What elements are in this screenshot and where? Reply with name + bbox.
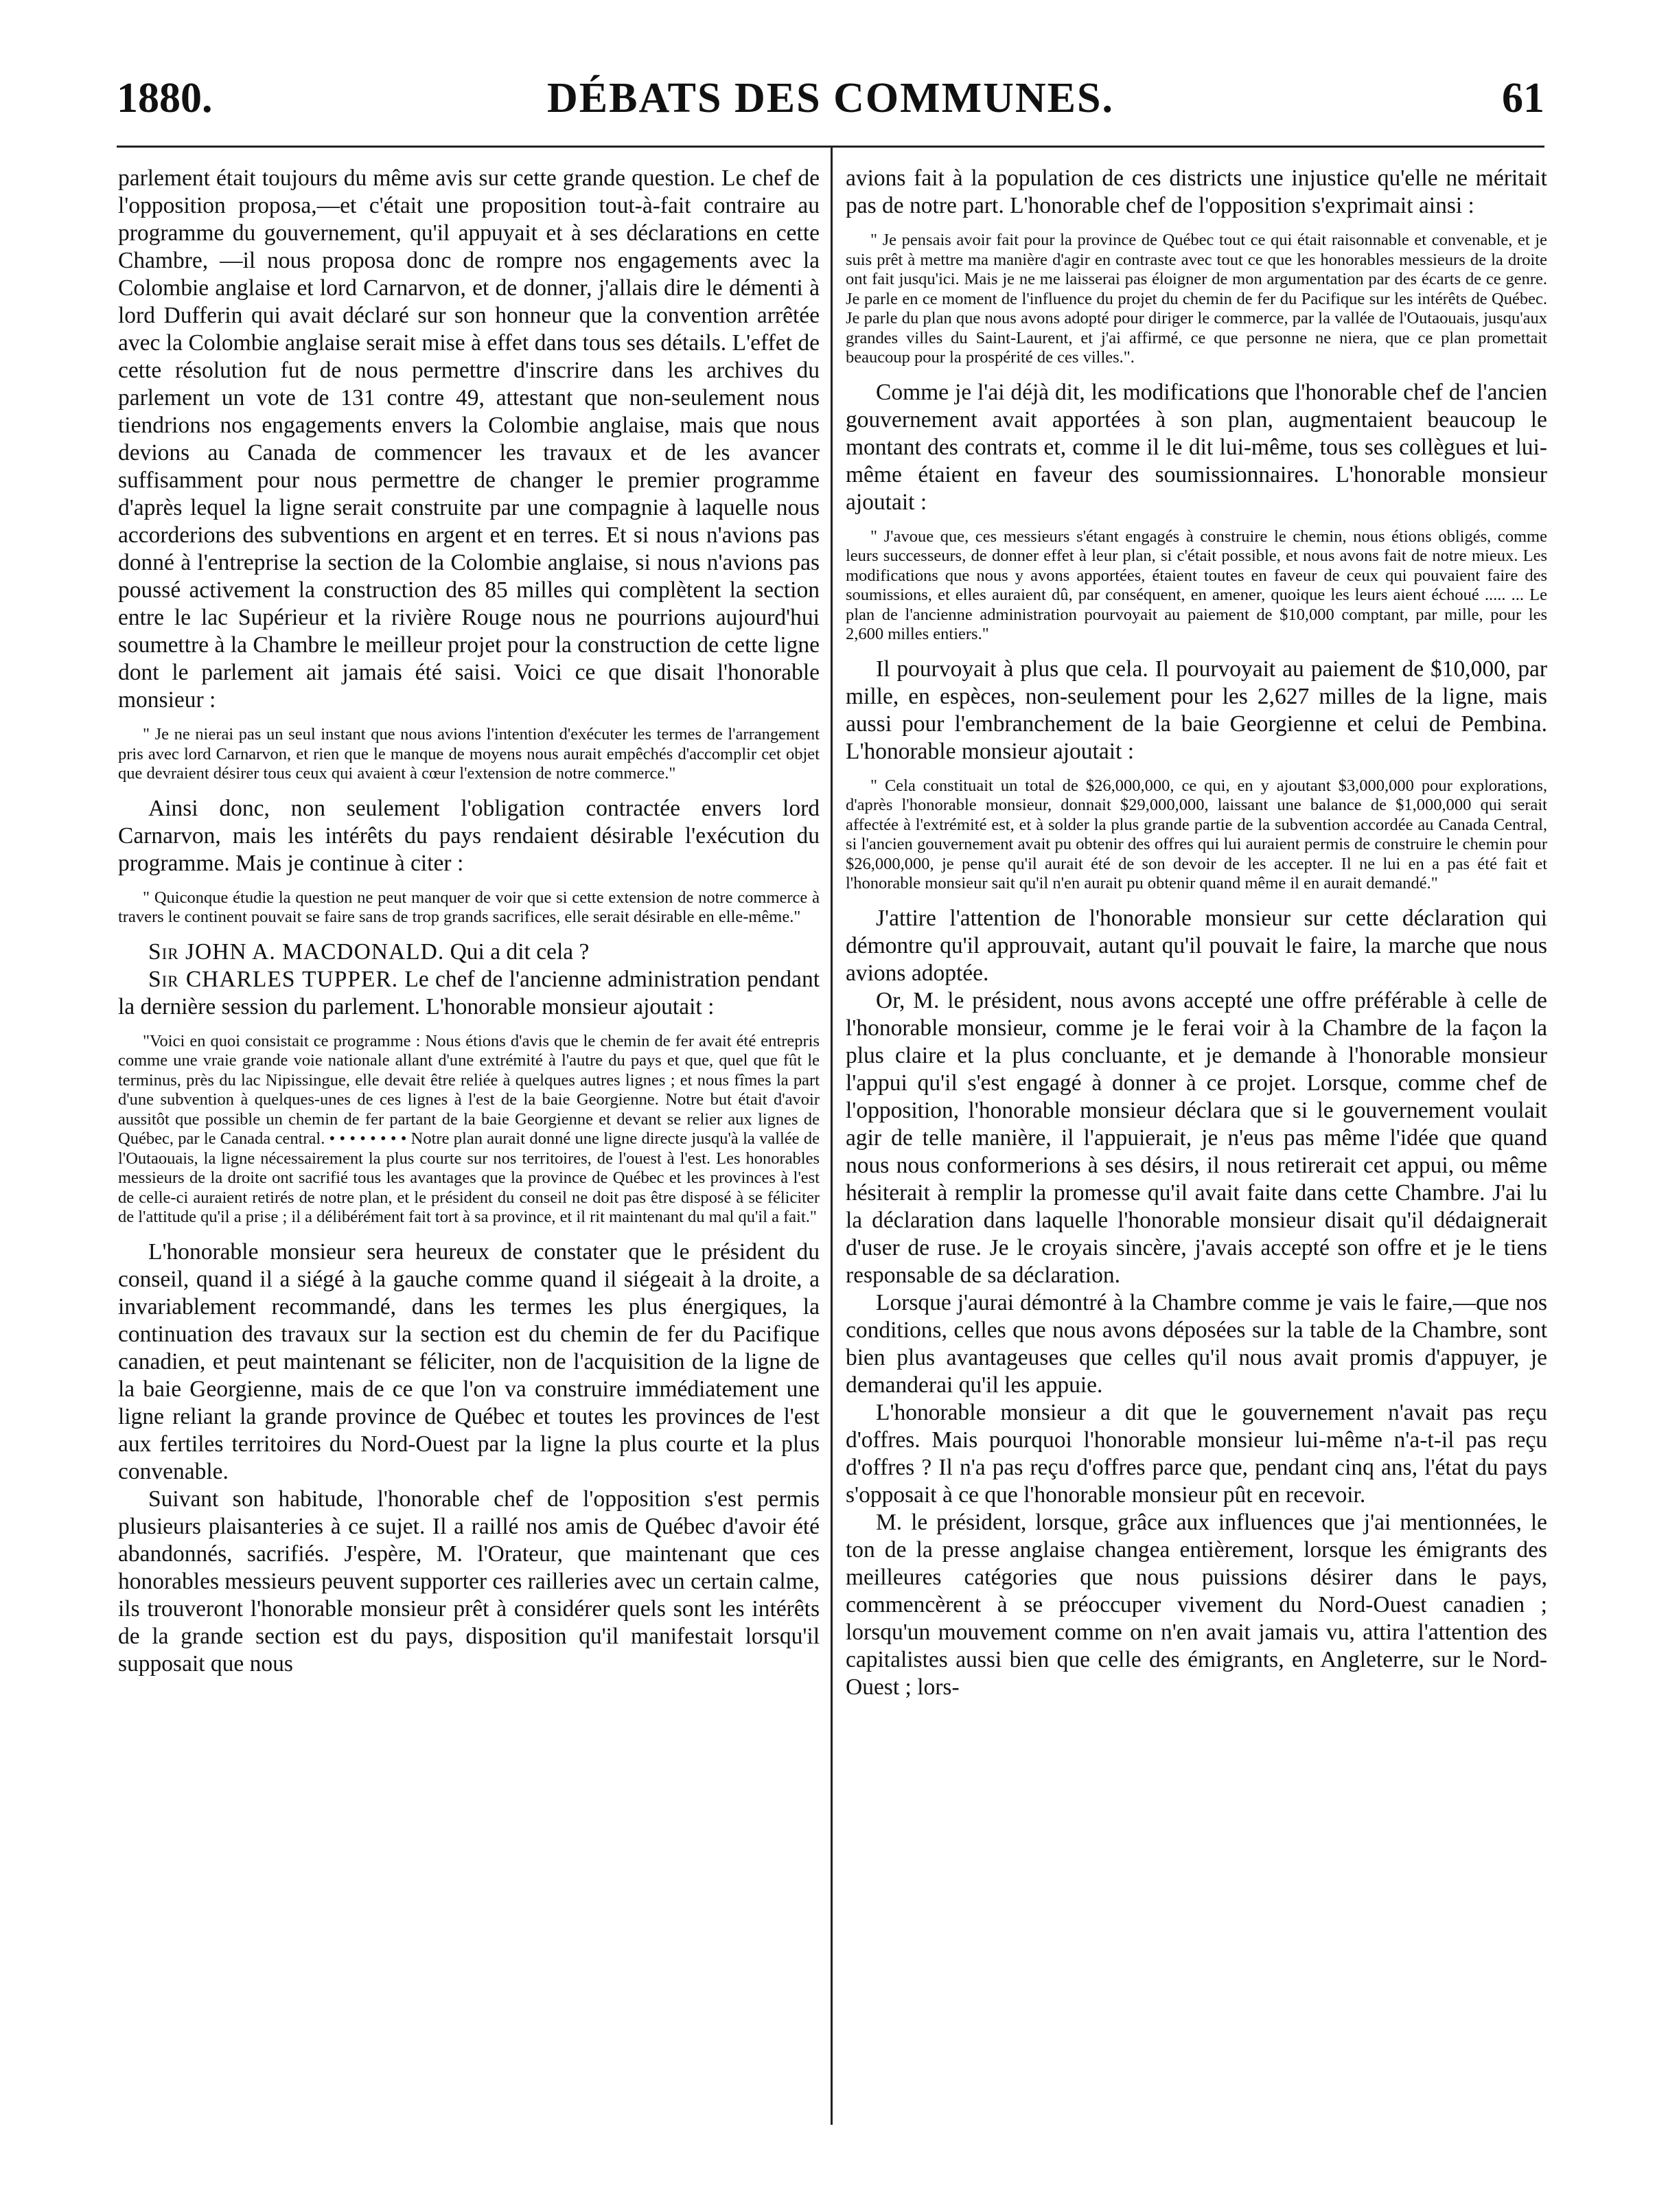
- paragraph: M. le président, lorsque, grâce aux influences que j'ai mentionnées, le ton de la presse anglaise changea entièrement, lorsque les émigrants des meilleures catégories que nous puissions désirer dans le pays, commencèrent à se préoccuper vivement du Nord-Ouest canadien ; lorsqu'un mouvement comme on n'en avait jamais vu, attira l'attention des capitalistes aussi bien que celle des émigrants, en Angleterre, sur le Nord-Ouest ; lors-: [846, 1509, 1547, 1700]
- quotation: " Cela constituait un total de $26,000,000, ce qui, en y ajoutant $3,000,000 pour explorations, d'après l'honorable monsieur, donnait $29,000,000, laissant une balance de $1,000,000 qui serait affectée à l'extrémité est, et à solder la plus grande partie de la subvention accordée au Canada Central, si l'ancien gouvernement avait pu obtenir des offres qui lui auraient permis de construire le chemin pour $26,000,000, je pense qu'il aurait été de son devoir de les accepter. Il ne lui en a pas été fait et l'honorable monsieur sait qu'il n'en aurait pu obtenir quand même il en aurait demandé.": [846, 776, 1547, 892]
- paragraph: J'attire l'attention de l'honorable monsieur sur cette déclaration qui démontre qu'il approuvait, autant qu'il pouvait le faire, la marche que nous avions adoptée.: [846, 905, 1547, 986]
- header-year: 1880.: [117, 75, 213, 122]
- quotation: " J'avoue que, ces messieurs s'étant engagés à construire le chemin, nous étions obligés, comme leurs successeurs, de donner effet à leur plan, si c'était possible, et nous avons fait de notre mieux. Les modifications que nous y avons apportées, étaient toutes en faveur de ceux qui pouvaient faire des soumissions, et elles auraient dû, par conséquent, en amener, quoique les leurs aient échoué ..... ... Le plan de l'ancienne administration pourvoyait au paiement de $10,000 comptant, par mille, pour les 2,600 milles entiers.": [846, 527, 1547, 643]
- paragraph: parlement était toujours du même avis sur cette grande question. Le chef de l'opposition proposa,—et c'était une proposition tout-à-fait contraire au programme du gouvernement, qu'il appuyait et à ses déclarations en cette Chambre, —il nous proposa donc de rompre nos engagements avec la Colombie anglaise et lord Carnarvon, et de donner, j'allais dire le démenti à lord Dufferin qui avait déclaré sur son honneur que la convention arrêtée avec la Colombie anglaise serait mise à effet dans tous ses détails. L'effet de cette résolution fut de nous permettre d'inscrire dans les archives du parlement un vote de 131 contre 49, attestant que non-seulement nous tiendrions nos engagements envers la Colombie anglaise, mais que nous devions au Canada de commencer les travaux et de les avancer suffisamment pour nous permettre de changer le premier programme d'après lequel la ligne serait construite par une compagnie à laquelle nous accorderions des subventions en argent et en terres. Et si nous n'avions pas donné à l'entreprise la section de la Colombie anglaise, si nous n'avions pas poussé activement la construction des 85 milles qui complètent la section entre le lac Supérieur et la rivière Rouge nous ne pourrions aujourd'hui soumettre à la Chambre le meilleur projet pour la construction de cette ligne dont le parlement ait jamais été saisi. Voici ce que disait l'honorable monsieur :: [118, 165, 820, 713]
- paragraph: L'honorable monsieur a dit que le gouvernement n'avait pas reçu d'offres. Mais pourquoi l'honorable monsieur lui-même n'a-t-il pas reçu d'offres ? Il n'a pas reçu d'offres parce que, pendant cinq ans, l'état du pays s'opposait à ce que l'honorable monsieur pût en recevoir.: [846, 1399, 1547, 1508]
- quotation: " Je ne nierai pas un seul instant que nous avions l'intention d'exécuter les termes de l'arrangement pris avec lord Carnarvon, et rien que le manque de moyens nous aurait empêchés d'accomplir cet objet que devraient désirer tous ceux qui avaient à cœur l'extension de notre commerce.": [118, 725, 820, 783]
- quotation: " Quiconque étudie la question ne peut manquer de voir que si cette extension de notre commerce à travers le continent pouvait se faire sans de trop grands sacrifices, elle serait désirable en elle-même.": [118, 888, 820, 926]
- speaker-name: Sir CHARLES TUPPER.: [148, 966, 399, 992]
- speaker-paragraph: [118, 966, 820, 1021]
- right-column: [846, 165, 1547, 1701]
- paragraph: Comme je l'ai déjà dit, les modifications que l'honorable chef de l'ancien gouvernement avait apportées à son plan, augmentaient beaucoup le montant des contrats et, comme il le dit lui-même, tous ses collègues et lui-même étaient en faveur des soumissionnaires. L'honorable monsieur ajoutait :: [846, 379, 1547, 515]
- paragraph: Il pourvoyait à plus que cela. Il pourvoyait au paiement de $10,000, par mille, en espèces, non-seulement pour les 2,627 milles de la ligne, mais aussi pour l'embranchement de la baie Georgienne et celui de Pembina. L'honorable monsieur ajoutait :: [846, 656, 1547, 764]
- quotation: " Je pensais avoir fait pour la province de Québec tout ce qui était raisonnable et convenable, et je suis prêt à mettre ma manière d'agir en contraste avec tout ce que les honorables messieurs de la droite ont fait jusqu'ici. Mais je ne me laisserai pas éloigner de mon argumentation par des écarts de ce genre. Je parle en ce moment de l'influence du projet du chemin de fer du Pacifique sur les intérêts de Québec. Je parle du plan que nous avons adopté pour diriger le commerce, par la vallée de l'Outaouais, jusqu'aux grandes villes du Saint-Laurent, et j'ai affirmé, ce que personne ne niera, que ce plan promettait beaucoup pour la prospérité de ces villes.".: [846, 231, 1547, 367]
- paragraph: avions fait à la population de ces districts une injustice qu'elle ne méritait pas de notre part. L'honorable chef de l'opposition s'exprimait ainsi :: [846, 165, 1547, 218]
- speaker-text: Le chef de l'ancienne administration pendant la dernière session du parlement. L'honorable monsieur ajoutait :: [118, 966, 820, 1019]
- speaker-text: Qui a dit cela ?: [450, 938, 590, 965]
- paragraph: L'honorable monsieur sera heureux de constater que le président du conseil, quand il a siégé à la gauche comme quand il siégeait à la droite, a invariablement recommandé, dans les termes les plus énergiques, la continuation des travaux sur la section est du chemin de fer du Pacifique canadien, et peut maintenant se féliciter, non de l'acquisition de la ligne de la baie Georgienne, mais de ce que l'on va construire immédiatement une ligne reliant la grande province de Québec et toutes les provinces de l'est aux fertiles territoires du Nord-Ouest par la ligne la plus courte et la plus convenable.: [118, 1239, 820, 1484]
- speaker-paragraph: [118, 938, 820, 966]
- paragraph: Or, M. le président, nous avons accepté une offre préférable à celle de l'honorable monsieur, comme je le ferai voir à la Chambre de la façon la plus claire et la plus concluante, et je demande à l'honorable monsieur l'appui qu'il s'est engagé à donner à ce projet. Lorsque, comme chef de l'opposition, l'honorable monsieur déclara que si le gouvernement voulait agir de telle manière, il l'appuierait, je n'eus pas même l'idée que quand nous nous conformerions à ses désirs, il nous retirerait cet appui, ou même hésiterait à remplir la promesse qu'il avait faite dans cette Chambre. J'ai lu la déclaration dans laquelle l'honorable monsieur disait qu'il dédaignerait d'user de ruse. Je le croyais sincère, j'avais accepté son offre et je le tiens responsable de sa déclaration.: [846, 987, 1547, 1288]
- left-column: [118, 165, 820, 1678]
- header-page-number: 61: [1502, 75, 1544, 122]
- column-divider: [831, 148, 833, 2125]
- paragraph: Lorsque j'aurai démontré à la Chambre comme je vais le faire,—que nos conditions, celles que nous avons déposées sur la table de la Chambre, sont bien plus avantageuses que celles qu'il nous avait promis d'appuyer, je demanderai qu'il les appuie.: [846, 1289, 1547, 1398]
- speaker-name: Sir JOHN A. MACDONALD.: [148, 938, 445, 965]
- quotation: "Voici en quoi consistait ce programme : Nous étions d'avis que le chemin de fer avait été entrepris comme une vraie grande voie nationale allant d'une extrémité à l'autre du pays et que, quel que fût le terminus, près du lac Nipissingue, elle devait être reliée à quelques autres lignes ; et nous fîmes la part d'une subvention à quelques-unes de ces lignes à l'est de la baie Georgienne. Notre but était d'avoir aussitôt que possible un chemin de fer partant de la baie Georgienne et devant se relier aux lignes de Québec, par le Canada central. • • • • • • • • Notre plan aurait donné une ligne directe jusqu'à la vallée de l'Outaouais, la ligne nécessairement la plus courte sur nos territoires, de l'ouest à l'est. Les honorables messieurs de la droite ont sacrifié tous les avantages que la province de Québec et les provinces à l'est de celle-ci auraient retirés de notre plan, et le président du conseil ne doit pas être disposé à se féliciter de l'attitude qu'il a prise ; il a délibérément fait tort à sa province, et il rit maintenant du mal qu'il a fait.": [118, 1031, 820, 1226]
- page-header: [117, 74, 1544, 129]
- paragraph: Ainsi donc, non seulement l'obligation contractée envers lord Carnarvon, mais les intérêts du pays rendaient désirable l'exécution du programme. Mais je continue à citer :: [118, 795, 820, 876]
- paragraph: Suivant son habitude, l'honorable chef de l'opposition s'est permis plusieurs plaisanteries à ce sujet. Il a raillé nos amis de Québec d'avoir été abandonnés, sacrifiés. J'espère, M. l'Orateur, que maintenant que ces honorables messieurs peuvent supporter ces railleries avec un certain calme, ils trouveront l'honorable monsieur prêt à considérer quels sont les intérêts de la grande section est du pays, disposition qu'il manifestait lorsqu'il supposait que nous: [118, 1486, 820, 1677]
- header-title: DÉBATS DES COMMUNES.: [546, 75, 1115, 122]
